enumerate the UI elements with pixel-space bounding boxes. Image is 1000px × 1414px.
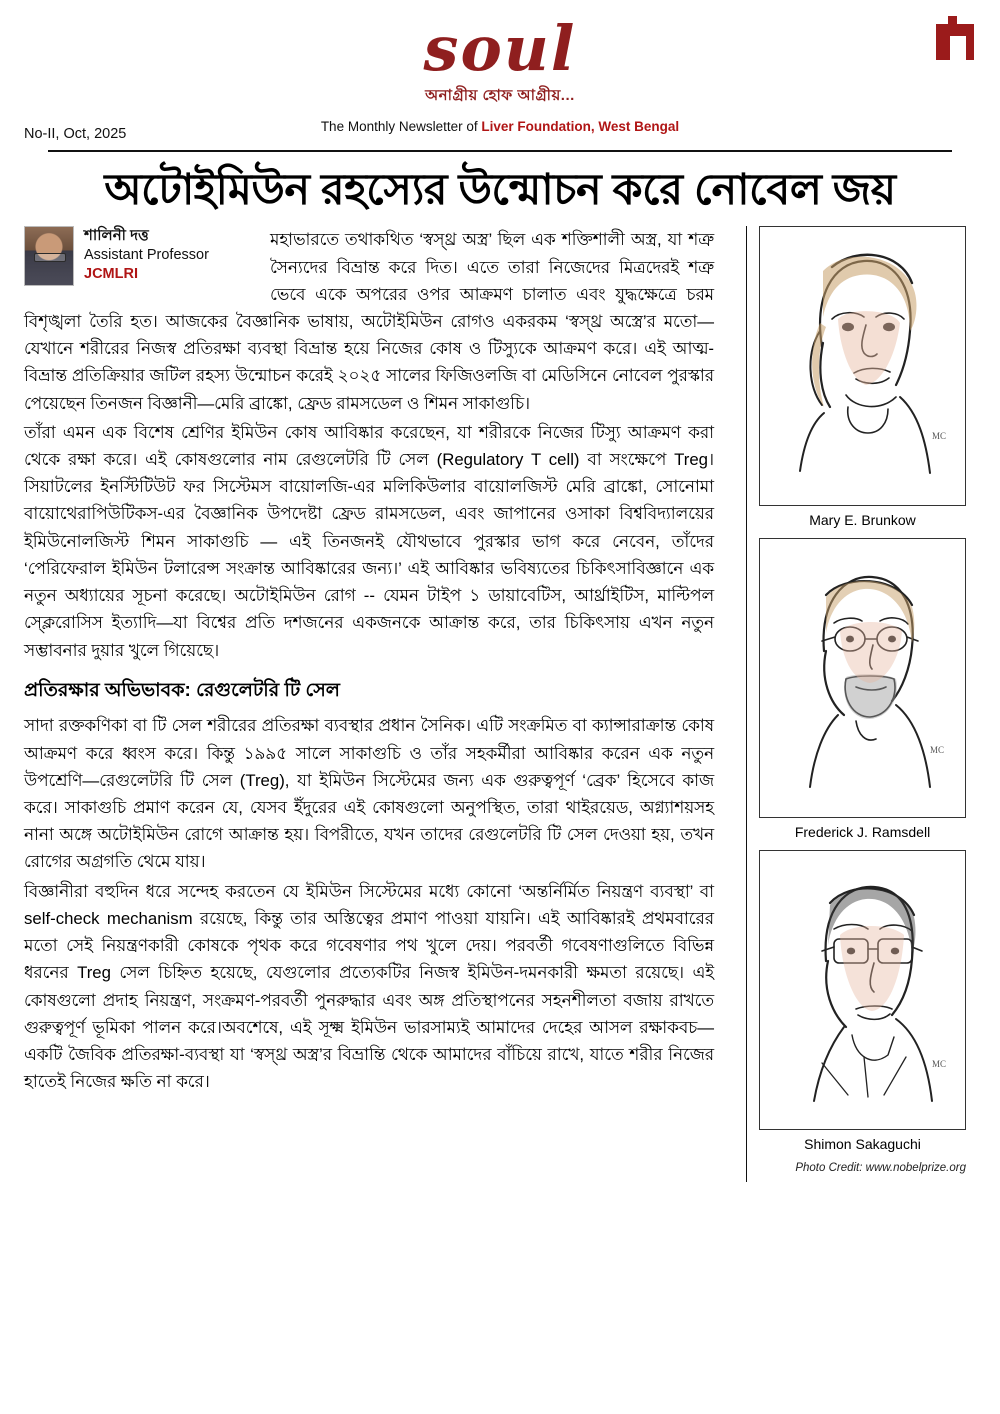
byline-text: [84, 226, 209, 284]
issue-line: No-II, Oct, 2025: [24, 126, 127, 142]
author-role: Assistant Professor: [84, 247, 209, 264]
newsletter-subtitle: [24, 119, 976, 134]
article-text: [24, 226, 714, 1095]
portrait-frederick-ramsdell: [759, 538, 966, 818]
portrait-rail: [746, 226, 976, 1182]
paragraph: সাদা রক্তকণিকা বা টি সেল শরীরের প্রতিরক্ষা ব্যবস্থার প্রধান সৈনিক। এটি সংক্রমিত বা ক্যান্সারাক্রান্ত কোষ আক্রমণ করে ধ্বংস করে। কিন্তু ১৯৯৫ সালে সাকাগুচি ও তাঁর সহকর্মীরা আবিষ্কার করেন এক নতুন উপশ্রেণি—রেগুলেটরি টি সেল (Treg), যা ইমিউন সিস্টেমের জন্য এক গুরুত্বপূর্ণ ‘ব্রেক’ হিসেবে কাজ করে। সাকাগুচি প্রমাণ করেন যে, যেসব ইঁদুরের এই কোষগুলো অনুপস্থিত, তারা থাইরয়েড, অগ্ন্যাশয়সহ নানা অঙ্গে অটোইমিউন রোগে আক্রান্ত হয়। বিপরীতে, যখন তাদের রেগুলেটরি টি সেল দেওয়া হয়, তখন রোগের অগ্রগতি থেমে যায়।: [24, 716, 714, 872]
author-name: শালিনী দত্ত: [84, 227, 149, 245]
photo-credit: Photo Credit: www.nobelprize.org: [795, 1162, 966, 1175]
portrait-caption: Shimon Sakaguchi: [804, 1136, 921, 1153]
masthead: [24, 0, 976, 150]
svg-text:MC: MC: [932, 431, 947, 442]
portrait-card-3: [759, 850, 976, 1174]
organization-name: Liver Foundation, West Bengal: [481, 119, 680, 134]
svg-text:MC: MC: [932, 1059, 947, 1070]
subtitle-prefix: The Monthly Newsletter of: [320, 119, 482, 134]
portrait-caption: Frederick J. Ramsdell: [794, 824, 931, 841]
portrait-card-2: [759, 538, 976, 840]
logo-wordmark: soul: [423, 12, 577, 85]
logo-block: [24, 12, 976, 134]
author-institute: JCMLRI: [84, 266, 138, 283]
main-column: [24, 226, 714, 1095]
paragraph: মহাভারতে তথাকথিত ‘স্বস্থ্র অস্ত্র’ ছিল এক শক্তিশালী অস্ত্র, যা শত্রু সৈন্যদের বিভ্রান্ত করে দিত। এতে তারা নিজেদের মিত্রদেরই শত্রু ভেবে একে অপরের ওপর আক্রমণ চালাত এবং যুদ্ধক্ষেত্রে চরম বিশৃঙ্খলা তৈরি হত। আজকের বৈজ্ঞানিক ভাষায়, অটোইমিউন রোগও একরকম ‘স্বস্থ্র অস্ত্রে’র মতো—যেখানে শরীরের নিজস্ব প্রতিরক্ষা ব্যবস্থা বিভ্রান্ত হয়ে নিজের কোষ ও টিস্যুকে আক্রমণ করে। এই আত্ম-বিভ্রান্ত প্রতিক্রিয়ার জটিল রহস্য উন্মোচন করেই ২০২৫ সালের ফিজিওলজি বা মেডিসিনে নোবেল পুরস্কার পেয়েছেন তিনজন বিজ্ঞানী—মেরি ব্রাঙ্কো, ফ্রেড রামসডেল ও শিমন সাকাগুচি।: [24, 230, 714, 413]
portrait-caption: Mary E. Brunkow: [809, 512, 916, 529]
portrait-card-1: [759, 226, 976, 528]
author-photo: [24, 226, 74, 286]
section-subhead: প্রতিরক্ষার অভিভাবক: রেগুলেটরি টি সেল: [24, 679, 340, 701]
paragraph: তাঁরা এমন এক বিশেষ শ্রেণির ইমিউন কোষ আবিষ্কার করেছেন, যা শরীরকে নিজের টিস্যু আক্রমণ করা থেকে রক্ষা করে। এই কোষগুলোর নাম রেগুলেটরি টি সেল (Regulatory T cell) বা সংক্ষেপে Treg। সিয়াটলের ইনস্টিটিউট ফর সিস্টেমস বায়োলজি-এর মলিকিউলার বায়োলজিস্ট মেরি ব্রাঙ্কো, সোনোমা বায়োথেরাপিউটিকস-এর বৈজ্ঞানিক উপদেষ্টা ফ্রেড রামসডেল, এবং জাপানের ওসাকা বিশ্ববিদ্যালয়ের ইমিউনোলজিস্ট শিমন সাকাগুচি — এই তিনজনই যৌথভাবে পুরস্কার ভাগ করে নেবেন, তাঁদের ‘পেরিফেরাল ইমিউন টলারেন্স সংক্রান্ত আবিষ্কারের জন্য।’ এই আবিষ্কার ভবিষ্যতের চিকিৎসাবিজ্ঞানে এক নতুন অধ্যায়ের সূচনা করেছে। অটোইমিউন রোগ -- যেমন টাইপ ১ ডায়াবেটিস, আর্থ্রাইটিস, মাল্টিপল স্ক্লেরোসিস ইত্যাদি—যা বিশ্বের প্রতি দশজনের একজনকে আক্রান্ত করে, তার চিকিৎসায় এখন নতুন সম্ভাবনার দুয়ার খুলে গিয়েছে।: [24, 422, 714, 660]
page-title: অটোইমিউন রহস্যের উন্মোচন করে নোবেল জয়: [104, 166, 896, 214]
svg-text:MC: MC: [930, 745, 945, 756]
header-divider: [48, 150, 952, 152]
logo-tagline: অনাগ্রীয় হোফ আগ্রীয়...: [425, 87, 575, 104]
paragraph: বিজ্ঞানীরা বহুদিন ধরে সন্দেহ করতেন যে ইমিউন সিস্টেমের মধ্যে কোনো ‘অন্তর্নির্মিত নিয়ন্ত্রণ ব্যবস্থা’ বা self-check mechanism রয়েছে, কিন্তু তার অস্তিত্বের প্রমাণ পাওয়া যায়নি। এই আবিষ্কারই প্রথমবারের মতো সেই নিয়ন্ত্রণকারী কোষকে পৃথক করে গবেষণার পথ খুলে দেয়। পরবর্তী গবেষণাগুলিতে বিভিন্ন ধরনের Treg সেল চিহ্নিত হয়েছে, যেগুলোর প্রত্যেকটির নিজস্ব ইমিউন-দমনকারী ক্ষমতা রয়েছে। এই কোষগুলো প্রদাহ নিয়ন্ত্রণ, সংক্রমণ-পরবর্তী পুনরুদ্ধার এবং অঙ্গ প্রতিস্থাপনের সহনশীলতা বজায় রাখতে গুরুত্বপূর্ণ ভূমিকা পালন করে।অবশেষে, এই সূক্ষ্ম ইমিউন ভারসাম্যই আমাদের দেহের আসল রক্ষাকবচ—একটি জৈবিক প্রতিরক্ষা-ব্যবস্থা যা ‘স্বস্থ্র অস্ত্র’র বিভ্রান্তি থেকে আমাদের বাঁচিয়ে রাখে, যাতে শরীর নিজের হাতেই নিজের ক্ষতি না করে।: [24, 881, 714, 1092]
article-body: [24, 226, 976, 1175]
portrait-mary-brunkow: [759, 226, 966, 506]
byline: [24, 226, 256, 286]
liver-foundation-logo-icon: [936, 16, 974, 60]
portrait-shimon-sakaguchi: [759, 850, 966, 1130]
